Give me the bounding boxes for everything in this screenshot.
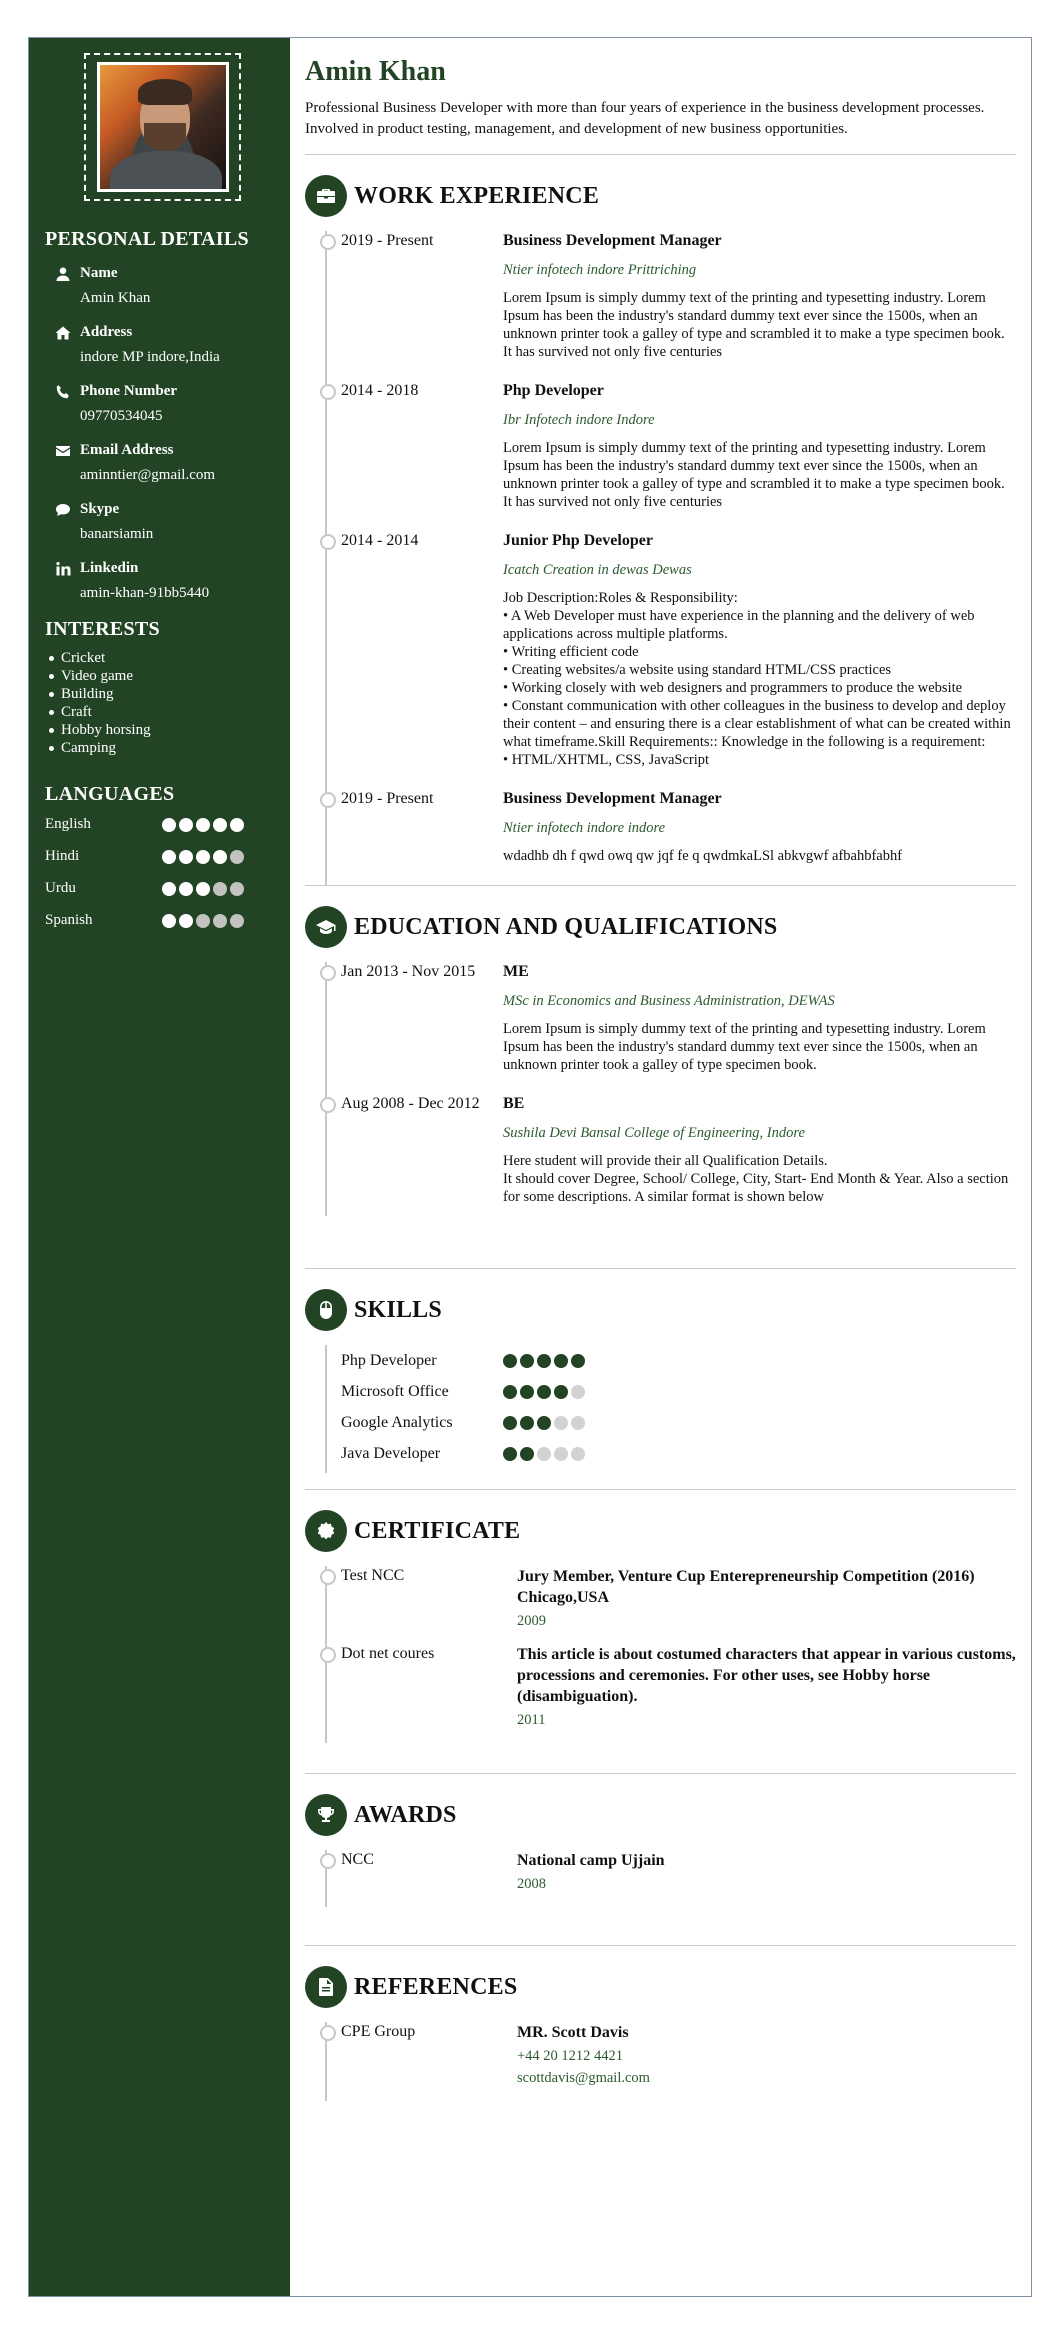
level-dot-filled: [162, 914, 176, 928]
level-dot-filled: [179, 914, 193, 928]
interest-item: Building: [47, 685, 274, 703]
personal-detail-label: Address: [80, 324, 133, 340]
language-level-dots: [162, 850, 247, 864]
level-dot-filled: [503, 1416, 517, 1430]
entry-organization: Ntier infotech indore Prittriching: [503, 262, 697, 278]
skills-list: [325, 1345, 1016, 1473]
certificate-timeline: [325, 1566, 1016, 1743]
level-dot-empty: [230, 914, 244, 928]
skill-name: Microsoft Office: [341, 1382, 449, 1400]
skill-row: [325, 1376, 1016, 1407]
divider: [305, 1773, 1016, 1774]
reference-entry: [325, 2022, 1016, 2101]
language-name: Spanish: [45, 912, 93, 928]
level-dot-empty: [571, 1385, 585, 1399]
profile-photo-frame: [84, 53, 241, 201]
level-dot-filled: [520, 1354, 534, 1368]
entry-date: Aug 2008 - Dec 2012: [341, 1095, 480, 1112]
entry-title: ME: [503, 963, 529, 980]
entry-date: 2014 - 2014: [341, 532, 419, 549]
entry-body: [503, 1094, 1016, 1206]
reference-email[interactable]: scottdavis@gmail.com: [517, 2070, 650, 2086]
mouse-icon: [305, 1289, 347, 1331]
level-dot-filled: [196, 882, 210, 896]
personal-detail-text: [80, 382, 177, 425]
divider: [305, 154, 1016, 155]
education-section: [305, 906, 1016, 1216]
home-icon: [45, 323, 80, 366]
entry-body: [503, 1644, 1016, 1729]
timeline-entry: [325, 962, 1016, 1094]
language-name: Urdu: [45, 880, 76, 896]
candidate-name: Amin Khan: [305, 56, 446, 87]
certificate-title: CERTIFICATE: [354, 1517, 521, 1544]
skill-level-dots: [503, 1385, 588, 1399]
main-content: [290, 38, 1031, 2296]
level-dot-filled: [503, 1385, 517, 1399]
divider: [305, 885, 1016, 886]
entry-body: [503, 381, 1016, 511]
skill-name: Java Developer: [341, 1444, 441, 1462]
skill-level-dots: [503, 1447, 588, 1461]
personal-detail-label: Name: [80, 265, 118, 281]
level-dot-filled: [503, 1447, 517, 1461]
reference-phone: +44 20 1212 4421: [517, 2048, 624, 2064]
personal-detail-value: amin-khan-91bb5440: [80, 585, 210, 601]
language-name: Hindi: [45, 848, 80, 864]
timeline-entry: [325, 231, 1016, 381]
entry-body: [503, 789, 1016, 865]
personal-detail-phone-number: [45, 382, 274, 425]
language-level-dots: [162, 818, 247, 832]
level-dot-empty: [571, 1416, 585, 1430]
level-dot-filled: [554, 1385, 568, 1399]
level-dot-filled: [571, 1354, 585, 1368]
personal-detail-value: aminntier@gmail.com: [80, 467, 216, 483]
entry-organization: MSc in Economics and Business Administration, DEWAS: [503, 993, 835, 1009]
briefcase-icon: [305, 175, 347, 217]
level-dot-empty: [537, 1447, 551, 1461]
personal-detail-email-address: [45, 441, 274, 484]
level-dot-empty: [230, 882, 244, 896]
personal-detail-label: Skype: [80, 501, 120, 517]
trophy-icon: [305, 1794, 347, 1836]
entry-date: 2019 - Present: [341, 232, 434, 249]
level-dot-filled: [537, 1416, 551, 1430]
personal-detail-text: [80, 441, 215, 484]
entry-date: 2019 - Present: [341, 790, 434, 807]
personal-details-list: [45, 264, 274, 602]
level-dot-empty: [213, 882, 227, 896]
entry-description: wdadhb dh f qwd owq qw jqf fe q qwdmkaLSl abkvgwf afbahbfabhf: [503, 848, 903, 864]
interest-item: Hobby horsing: [47, 721, 274, 739]
timeline-entry: [325, 381, 1016, 531]
entry-organization: Ntier infotech indore indore: [503, 820, 666, 836]
entry-body: [503, 1566, 1016, 1630]
level-dot-filled: [196, 818, 210, 832]
timeline-entry: [325, 1094, 1016, 1216]
entry-name: Dot net coures: [341, 1645, 435, 1662]
phone-icon: [45, 382, 80, 425]
language-name: English: [45, 816, 91, 832]
graduation-cap-icon: [305, 906, 347, 948]
certificate-section: [305, 1510, 1016, 1743]
user-icon: [45, 264, 80, 307]
education-title: EDUCATION AND QUALIFICATIONS: [354, 913, 778, 940]
level-dot-filled: [179, 850, 193, 864]
personal-detail-skype: [45, 500, 274, 543]
skills-section: [305, 1289, 1016, 1473]
personal-detail-label: Phone Number: [80, 383, 178, 399]
entry-date: 2014 - 2018: [341, 382, 419, 399]
references-title: REFERENCES: [354, 1973, 518, 2000]
entry-organization: Icatch Creation in dewas Dewas: [503, 562, 692, 578]
skill-row: [325, 1345, 1016, 1376]
level-dot-empty: [554, 1416, 568, 1430]
personal-detail-value: banarsiamin: [80, 526, 154, 542]
personal-detail-label: Email Address: [80, 442, 174, 458]
envelope-icon: [45, 441, 80, 484]
skill-row: [325, 1407, 1016, 1438]
reference-organization: CPE Group: [341, 2023, 416, 2040]
level-dot-filled: [537, 1385, 551, 1399]
awards-title: AWARDS: [354, 1801, 457, 1828]
level-dot-filled: [162, 850, 176, 864]
education-timeline: [325, 962, 1016, 1216]
skill-name: Php Developer: [341, 1351, 437, 1369]
entry-title: BE: [503, 1095, 525, 1112]
personal-detail-text: [80, 264, 150, 307]
badge-seal-icon: [305, 1510, 347, 1552]
entry-body: [503, 231, 1016, 361]
entry-description: Lorem Ipsum is simply dummy text of the printing and typesetting industry. Lorem Ipsum has been the industry's standard dummy text ever since the 1500s, when an unknown printer took a galley of type and scrambled it to make a type specimen book. It has survived not only five centuries: [503, 290, 1005, 360]
level-dot-filled: [520, 1416, 534, 1430]
interests-heading: INTERESTS: [45, 618, 160, 640]
language-level-dots: [162, 914, 247, 928]
level-dot-filled: [554, 1354, 568, 1368]
skill-level-dots: [503, 1354, 588, 1368]
entry-body: [503, 962, 1016, 1074]
interest-item: Craft: [47, 703, 274, 721]
references-timeline: [325, 2022, 1016, 2101]
personal-detail-text: [80, 559, 209, 602]
language-level-dots: [162, 882, 247, 896]
entry-body: [503, 1850, 1016, 1893]
awards-section: [305, 1794, 1016, 1907]
divider: [305, 1945, 1016, 1946]
entry-title: Business Development Manager: [503, 790, 722, 807]
entry-name: Test NCC: [341, 1567, 405, 1584]
entry-year: 2011: [517, 1712, 546, 1728]
level-dot-filled: [179, 882, 193, 896]
level-dot-filled: [213, 818, 227, 832]
timeline-entry: [325, 1850, 1016, 1907]
personal-detail-linkedin: [45, 559, 274, 602]
level-dot-empty: [230, 850, 244, 864]
language-row: [45, 815, 274, 834]
entry-year: 2008: [517, 1876, 546, 1892]
entry-description: Lorem Ipsum is simply dummy text of the printing and typesetting industry. Lorem Ipsum has been the industry's standard dummy text ever since the 1500s, when an unknown printer took a galley of type specimen book.: [503, 1021, 986, 1073]
work-timeline: [325, 231, 1016, 885]
entry-title: National camp Ujjain: [517, 1852, 665, 1869]
personal-detail-text: [80, 323, 220, 366]
entry-description: Here student will provide their all Qualification Details. It should cover Degree, School/ College, City, Start- End Month & Year. Also a section for some descriptions. A similar format is shown below: [503, 1153, 1009, 1205]
document-icon: [305, 1966, 347, 2008]
level-dot-filled: [213, 850, 227, 864]
profile-photo: [97, 62, 229, 192]
personal-detail-value: indore MP indore,India: [80, 349, 220, 365]
personal-detail-value: 09770534045: [80, 408, 163, 424]
resume: [28, 37, 1032, 2297]
interest-item: Video game: [47, 667, 274, 685]
level-dot-filled: [520, 1385, 534, 1399]
profile-summary: Professional Business Developer with more than four years of experience in the business development processes. Involved in product testing, management, and development of new business opportunities.: [305, 100, 985, 137]
entry-year: 2009: [517, 1613, 546, 1629]
entry-description: Lorem Ipsum is simply dummy text of the printing and typesetting industry. Lorem Ipsum has been the industry's standard dummy text ever since the 1500s, when an unknown printer took a galley of type and scrambled it to make a type specimen book. It has survived not only five centuries: [503, 440, 1005, 510]
level-dot-filled: [179, 818, 193, 832]
divider: [305, 1268, 1016, 1269]
level-dot-empty: [571, 1447, 585, 1461]
skill-level-dots: [503, 1416, 588, 1430]
timeline-entry: [325, 1644, 1016, 1743]
interests-list: [47, 649, 274, 757]
interest-item: Camping: [47, 739, 274, 757]
chat-bubble-icon: [45, 500, 80, 543]
references-section: [305, 1966, 1016, 2101]
entry-date: Jan 2013 - Nov 2015: [341, 963, 476, 980]
entry-title: Junior Php Developer: [503, 532, 653, 549]
language-row: [45, 879, 274, 898]
level-dot-filled: [520, 1447, 534, 1461]
level-dot-filled: [537, 1354, 551, 1368]
timeline-entry: [325, 789, 1016, 885]
languages-heading: LANGUAGES: [45, 783, 175, 805]
entry-title: This article is about costumed characters that appear in various customs, processions and ceremonies. For other uses, see Hobby horse (disambiguation).: [517, 1646, 1016, 1705]
language-row: [45, 847, 274, 866]
interest-item: Cricket: [47, 649, 274, 667]
skill-name: Google Analytics: [341, 1413, 453, 1431]
level-dot-filled: [162, 882, 176, 896]
level-dot-filled: [162, 818, 176, 832]
level-dot-empty: [196, 914, 210, 928]
level-dot-filled: [196, 850, 210, 864]
personal-details-heading: PERSONAL DETAILS: [45, 228, 249, 250]
skill-row: [325, 1438, 1016, 1469]
language-row: [45, 911, 274, 930]
level-dot-empty: [554, 1447, 568, 1461]
entry-organization: Sushila Devi Bansal College of Engineering, Indore: [503, 1125, 805, 1141]
level-dot-filled: [503, 1354, 517, 1368]
personal-detail-address: [45, 323, 274, 366]
level-dot-filled: [230, 818, 244, 832]
reference-name: MR. Scott Davis: [517, 2024, 629, 2041]
personal-detail-text: [80, 500, 153, 543]
entry-name: NCC: [341, 1851, 374, 1868]
skills-title: SKILLS: [354, 1296, 442, 1323]
entry-title: Php Developer: [503, 382, 604, 399]
personal-detail-name: [45, 264, 274, 307]
entry-description: Job Description:Roles & Responsibility: • A Web Developer must have experience in the planning and the delivery of web applications across multiple platforms. • Writing efficient code • Creating websites/a website using standard HTML/CSS practices • Working closely with web designers and programmers to produce the website • Constant communication with other colleagues in the business to develop and deploy their content – and ensuring there is a clear establishment of what can be created within what timeframe.Skill Requirements:: Knowledge in the following is a requirement: • HTML/XHTML, CSS, JavaScript: [503, 590, 1011, 768]
languages-list: [45, 815, 274, 930]
sidebar: [29, 38, 290, 2296]
personal-detail-label: Linkedin: [80, 560, 139, 576]
entry-title: Jury Member, Venture Cup Enterepreneurship Competition (2016) Chicago,USA: [517, 1568, 975, 1606]
entry-body: [503, 531, 1016, 769]
work-experience-title: WORK EXPERIENCE: [354, 182, 600, 209]
level-dot-empty: [213, 914, 227, 928]
awards-timeline: [325, 1850, 1016, 1907]
timeline-entry: [325, 1566, 1016, 1644]
timeline-entry: [325, 531, 1016, 789]
personal-detail-value: Amin Khan: [80, 290, 151, 306]
reference-body: [503, 2022, 1016, 2087]
entry-title: Business Development Manager: [503, 232, 722, 249]
entry-organization: Ibr Infotech indore Indore: [503, 412, 655, 428]
divider: [305, 1489, 1016, 1490]
linkedin-icon: [45, 559, 80, 602]
work-experience-section: [305, 175, 1016, 885]
